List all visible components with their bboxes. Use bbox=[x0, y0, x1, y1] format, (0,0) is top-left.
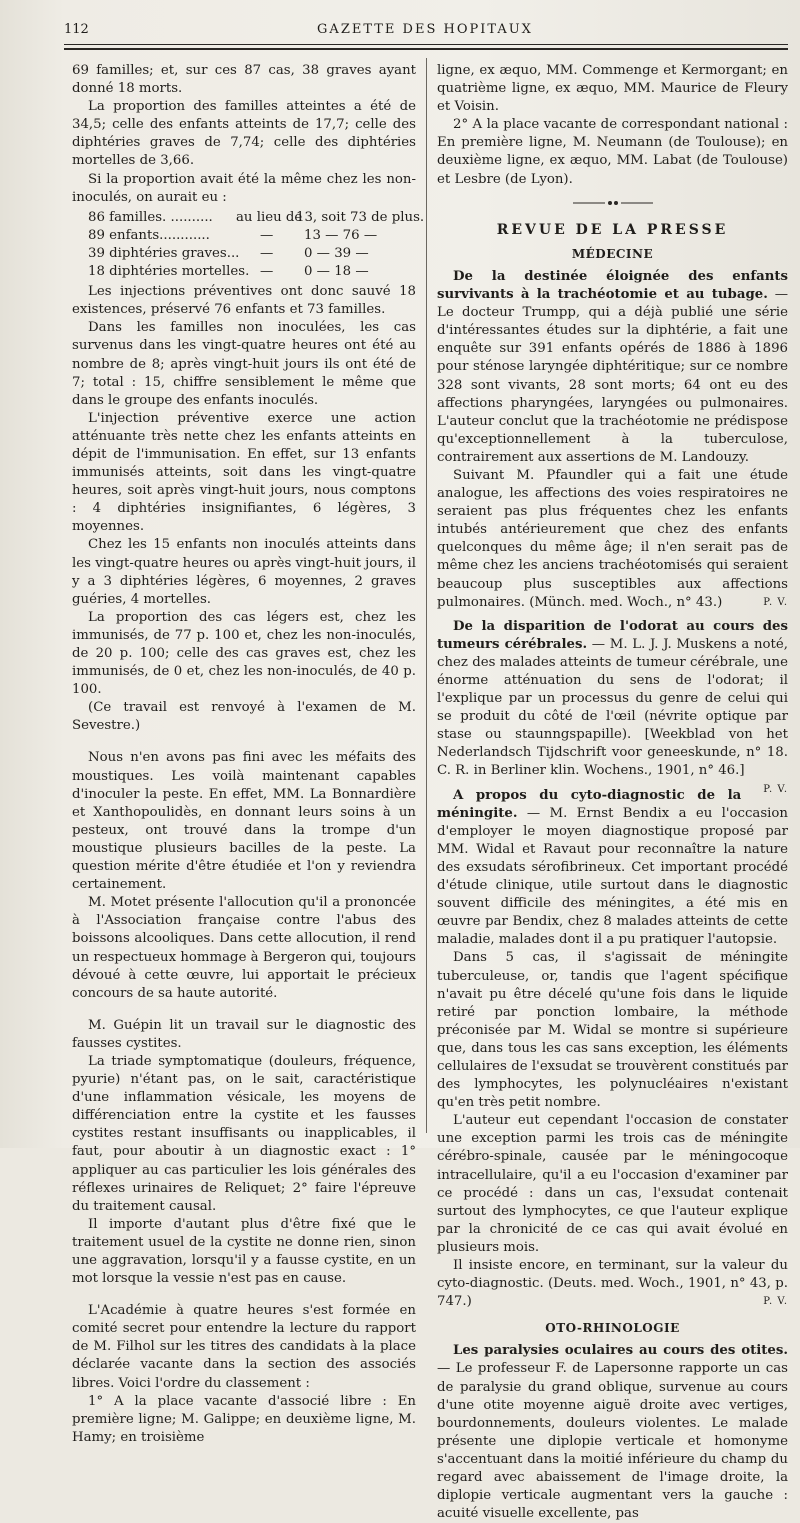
paragraph: 2° A la place vacante de correspondant national : En première ligne, M. Neumann (de Toulouse); en deuxième ligne, ex æquo, MM. Labat (de Toulouse) et Lesbre (de Lyon). bbox=[437, 117, 788, 187]
page-header bbox=[64, 22, 786, 42]
right-column bbox=[437, 62, 788, 1523]
table-cell: — bbox=[260, 227, 274, 243]
paragraph bbox=[437, 467, 788, 612]
table-cell: 18 diphtéries mortelles. bbox=[88, 264, 250, 280]
table-cell: 89 enfants............ bbox=[88, 227, 210, 243]
author-signature: P. V. bbox=[763, 596, 788, 608]
paragraph: Il importe d'autant plus d'être fixé que le traitement usuel de la cystite ne donne rien, sinon une aggravation, lorsqu'il y a fausse cystite, en un mot lorsque la vessie n'est pas en cause. bbox=[72, 1216, 416, 1287]
article bbox=[437, 268, 788, 467]
ornament-divider bbox=[437, 195, 788, 213]
paragraph: Dans 5 cas, il s'agissait de méningite tuberculeuse, or, tandis que l'agent spécifique n'avait pu être décelé qu'une fois dans le liquide retiré par ponction lombaire, la méthode préconisée par M. Widal se montre si supérieure que, dans tous les cas sans exception, les éléments cellulaires de l'exsudat se trouvèrent constitués par des lymphocytes, les polynucléaires n'existant qu'en très petit nombre. bbox=[437, 950, 788, 1111]
author-signature: P. V. bbox=[763, 1296, 788, 1308]
header-rule-bottom bbox=[64, 48, 788, 50]
running-title: GAZETTE DES HOPITAUX bbox=[317, 22, 533, 37]
paragraph: L'auteur eut cependant l'occasion de constater une exception parmi les trois cas de méningite cérébro-spinale, causée par le méningocoque intracellulaire, qu'il a eu l'occasion d'examiner par ce procédé : dans un cas, l'exsudat contenait surtout des lymphocytes, ce que l'auteur explique par la chronicité de ce cas qui avait évolué en plusieurs mois. bbox=[437, 1113, 788, 1255]
header-rule-top bbox=[64, 44, 788, 45]
table-cell: 0 — 39 — bbox=[304, 245, 369, 261]
paragraph: 69 familles; et, sur ces 87 cas, 38 graves ayant donné 18 morts. bbox=[72, 63, 416, 97]
paragraph: L'injection préventive exerce une action atténuante très nette chez les enfants atteints en dépit de l'immunisation. En effet, sur 13 enfants immunisés atteints, soit dans les vingt-quatre heures, soit après vingt-huit jours, nous comptons : 4 diphtéries insignifiantes, 6 légères, 3 moyennes. bbox=[72, 410, 416, 535]
table-cell: 13, soit 73 de plus. bbox=[296, 209, 425, 225]
article-heading: Les paralysies oculaires au cours des otites. bbox=[453, 1343, 788, 1359]
article bbox=[437, 618, 788, 795]
paragraph bbox=[437, 1257, 788, 1311]
article-body: Il insiste encore, en terminant, sur la valeur du cyto-diagnostic. (Deuts. med. Woch., 1901, n° 43, p. 747.) bbox=[437, 1258, 788, 1310]
author-signature: P. V. bbox=[763, 783, 788, 795]
article bbox=[437, 787, 788, 950]
subsection-title: MÉDECINE bbox=[571, 246, 654, 261]
section-title: REVUE DE LA PRESSE bbox=[496, 221, 729, 238]
ornament-icon bbox=[573, 199, 653, 207]
paragraph: La proportion des cas légers est, chez les immunisés, de 77 p. 100 et, chez les non-inoculés, de 20 p. 100; celle des cas graves est, chez les immunisés, de 0 et, chez les non-inoculés, de 40 p. 100. bbox=[72, 609, 416, 698]
paragraph: M. Guépin lit un travail sur le diagnostic des fausses cystites. bbox=[72, 1017, 416, 1051]
paragraph: Nous n'en avons pas fini avec les méfaits des moustiques. Les voilà maintenant capables d'inoculer la peste. En effet, MM. La Bonnardière et Xanthopoulidès, en donnant leurs soins à un pesteux, ont trouvé dans la trompe d'un moustique plusieurs bacilles de la peste. La question mérite d'être étudiée et l'on y reviendra certainement. bbox=[72, 750, 416, 893]
table-cell: — bbox=[260, 264, 274, 280]
article-body: — Le docteur Trumpp, qui a déjà publié une série d'intéressantes études sur la diphtérie, a fait une enquête sur 391 enfants opérés de 1886 à 1896 pour sténose laryngée diphtéritique; sur ce nombre 328 sont vivants, 28 sont morts; 64 ont eu des affections pharyngées, laryngées ou pulmonaires. L'auteur conclut que la trachéotomie ne prédispose qu'exceptionnellement à la tuberculose, contrairement aux assertions de M. Landouzy. bbox=[437, 287, 788, 465]
article-heading: A propos du cyto-diagnostic de la méningite. bbox=[437, 787, 742, 821]
table-cell: 13 — 76 — bbox=[304, 227, 378, 243]
paragraph: Si la proportion avait été la même chez les non-inoculés, on aurait eu : bbox=[72, 171, 416, 205]
table-cell: au lieu de bbox=[236, 209, 303, 225]
paragraph: 1° A la place vacante d'associé libre : En première ligne; M. Galippe; en deuxième ligne, M. Hamy; en troisième bbox=[72, 1393, 416, 1445]
left-column bbox=[72, 62, 425, 1447]
paragraph: L'Académie à quatre heures s'est formée en comité secret pour entendre la lecture du rapport de M. Filhol sur les titres des candidats à la place déclarée vacante dans la section des associés libres. Voici l'ordre du classement : bbox=[72, 1303, 416, 1391]
paragraph: Dans les familles non inoculées, les cas survenus dans les vingt-quatre heures ont été au nombre de 8; après vingt-huit jours ils ont été de 7; total : 15, chiffre sensiblement le même que dans le groupe des enfants inoculés. bbox=[72, 320, 416, 408]
paragraph: Les injections préventives ont donc sauvé 18 existences, préservé 76 enfants et 73 familles. bbox=[72, 284, 416, 318]
table-cell: 86 familles. .......... bbox=[88, 209, 213, 225]
paragraph: ligne, ex æquo, MM. Commenge et Kermorgant; en quatrième ligne, ex æquo, MM. Maurice de Fleury et Voisin. bbox=[437, 63, 788, 115]
paragraph: M. Motet présente l'allocution qu'il a prononcée à l'Association française contre l'abus des boissons alcooliques. Dans cette allocution, il rend un respectueux hommage à Bergeron qui, toujours dévoué à cette œuvre, lui apportait le précieux concours de sa haute autorité. bbox=[72, 895, 416, 1001]
table-cell: 39 diphtéries graves... bbox=[88, 245, 240, 261]
article-body: — M. Ernst Bendix a eu l'occasion d'employer le moyen diagnostique proposé par MM. Widal et Ravaut pour reconnaître la nature des exsudats sérofibrineux. Cet important procédé d'étude clinique, utile surtout dans le diagnostic souvent difficile des méningites, a été mis en œuvre par Bendix, chez 8 malades atteints de cette maladie, malades dont il a pu pratiquer l'autopsie. bbox=[437, 805, 788, 948]
article-heading: De la destinée éloignée des enfants survivants à la trachéotomie et au tubage. bbox=[437, 268, 788, 303]
paragraph: (Ce travail est renvoyé à l'examen de M. Sevestre.) bbox=[72, 700, 416, 734]
article-body: Suivant M. Pfaundler qui a fait une étude analogue, les affections des voies respiratoires ne seraient pas plus fréquentes chez les enfants intubés antérieurement que chez des enfants quelconques du même âge; il n'en serait pas de même chez les anciens trachéotomisés qui seraient beaucoup plus susceptibles aux affections pulmonaires. (Münch. med. Woch., n° 43.) bbox=[437, 467, 788, 610]
page-number: 112 bbox=[64, 22, 89, 37]
article-body: — Le professeur F. de Lapersonne rapporte un cas de paralysie du grand oblique, survenue au cours d'une otite moyenne aiguë droite avec vertiges, bourdonnements, douleurs violentes. Le malade présente une diplopie verticale et homonyme s'accentuant dans la moitié inférieure du champ du regard avec abaissement de l'image droite, la diplopie verticale augmentant vers la gauche : acuité visuelle excellente, pas bbox=[437, 1361, 788, 1522]
paragraph: Chez les 15 enfants non inoculés atteints dans les vingt-quatre heures ou après vingt-huit jours, il y a 3 diphtéries légères, 6 moyennes, 2 graves guéries, 4 mortelles. bbox=[72, 537, 416, 607]
statistics-table bbox=[88, 209, 425, 281]
table-cell: — bbox=[260, 245, 274, 261]
article bbox=[437, 1342, 788, 1523]
paragraph: La proportion des familles atteintes a été de 34,5; celle des enfants atteints de 17,7; celle des diphtéries graves de 7,74; celle des diphtéries mortelles de 3,66. bbox=[72, 99, 416, 169]
subsection-title: OTO-RHINOLOGIE bbox=[545, 1321, 680, 1336]
table-cell: 0 — 18 — bbox=[304, 264, 369, 280]
paragraph: La triade symptomatique (douleurs, fréquence, pyurie) n'étant pas, on le sait, caractéristique d'une inflammation vésicale, les moyens de différenciation entre la cystite et les fausses cystites restant insuffisants ou inapplicables, il faut, pour aboutir à un diagnostic exact : 1° appliquer au cas particulier les lois générales des réflexes urinaires de Reliquet; 2° faire l'épreuve du traitement causal. bbox=[72, 1053, 416, 1214]
article-body: — M. L. J. J. Muskens a noté, chez des malades atteints de tumeur cérébrale, une énorme atténuation du sens de l'odorat; il l'explique par un processus du genre de celui qui se produit du côté de l'œil (névrite optique par stase ou staunngspapille). [Weekblad von het Nederlandsch Tijdschrift voor geneeskunde, n° 18. C. R. in Berliner klin. Wochens., 1901, n° 46.] bbox=[437, 636, 788, 779]
article-heading: De la disparition de l'odorat au cours des tumeurs cérébrales. bbox=[437, 618, 788, 652]
